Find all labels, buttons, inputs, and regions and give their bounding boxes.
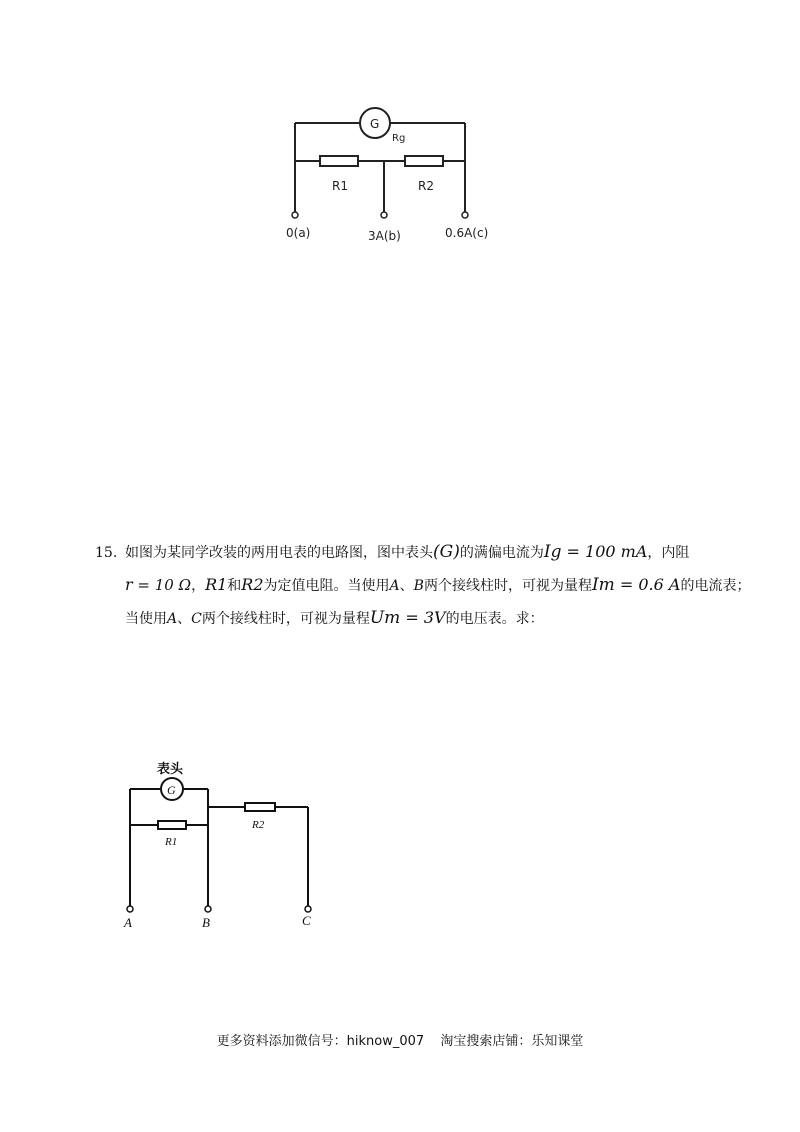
text-segment: 的电压表。求：	[445, 611, 544, 627]
text-segment: 的满偏电流为	[459, 545, 544, 561]
r1-label: R1	[332, 179, 348, 193]
a-symbol: A	[167, 611, 178, 627]
r2-symbol: R2	[241, 575, 264, 594]
r1-label: R1	[165, 836, 178, 848]
problem-number: 15.	[95, 545, 118, 561]
b-symbol: B	[413, 578, 424, 594]
terminal-a-label: A	[124, 915, 132, 930]
text-segment: 当使用	[125, 611, 167, 627]
footer-wechat: 更多资料添加微信号：hiknow_007	[216, 1034, 425, 1049]
text-segment: 的电流表；	[680, 578, 751, 594]
circuit-figure-2	[110, 755, 340, 940]
text-segment: 两个接线柱时，可视为量程	[201, 611, 370, 627]
terminal-a-label: 0(a)	[286, 226, 311, 240]
galvanometer-label: G	[167, 783, 176, 797]
im-value: = 0.6 A	[614, 575, 681, 594]
text-segment: ，	[191, 578, 206, 594]
galvanometer-label: G	[370, 117, 380, 131]
problem-line-2	[95, 569, 751, 602]
text-segment: ，内阻	[647, 545, 690, 561]
r2-label: R2	[418, 179, 434, 193]
r-value: = 10 Ω	[132, 576, 192, 594]
problem-line-1	[95, 536, 735, 569]
circuit-diagram-2	[110, 755, 340, 940]
text-segment: 、	[177, 611, 192, 627]
ig-value: = 100 mA	[561, 542, 648, 561]
text-segment: 两个接线柱时，可视为量程	[423, 578, 592, 594]
r-symbol: r	[125, 575, 133, 594]
text-segment: 如图为某同学改装的两用电表的电路图，图中表头	[125, 545, 433, 561]
a-symbol: A	[389, 578, 400, 594]
terminal-b-label: 3A(b)	[368, 229, 401, 243]
circuit-figure-1	[280, 95, 520, 255]
text-segment: 、	[399, 578, 414, 594]
galvanometer-symbol: (G)	[433, 542, 460, 562]
im-symbol: Im	[591, 575, 615, 595]
text-segment: 为定值电阻。当使用	[263, 578, 390, 594]
terminal-c-label: C	[302, 913, 311, 928]
r2-label: R2	[252, 819, 265, 831]
ig-symbol: Ig	[543, 542, 562, 562]
um-symbol: Um	[369, 608, 401, 628]
page-footer	[0, 1030, 800, 1049]
c-symbol: C	[191, 611, 202, 627]
meter-head-label: 表头	[157, 762, 184, 777]
problem-15	[95, 536, 751, 635]
problem-line-3	[95, 602, 735, 635]
rg-label: Rg	[392, 133, 406, 144]
terminal-b-label: B	[202, 915, 210, 930]
circuit-diagram-1	[280, 95, 520, 255]
footer-taobao: 淘宝搜索店铺：乐知课堂	[440, 1034, 584, 1049]
terminal-c-label: 0.6A(c)	[445, 226, 489, 240]
text-segment: 和	[227, 578, 242, 594]
r1-symbol: R1	[205, 575, 228, 594]
um-value: = 3V	[400, 608, 446, 627]
